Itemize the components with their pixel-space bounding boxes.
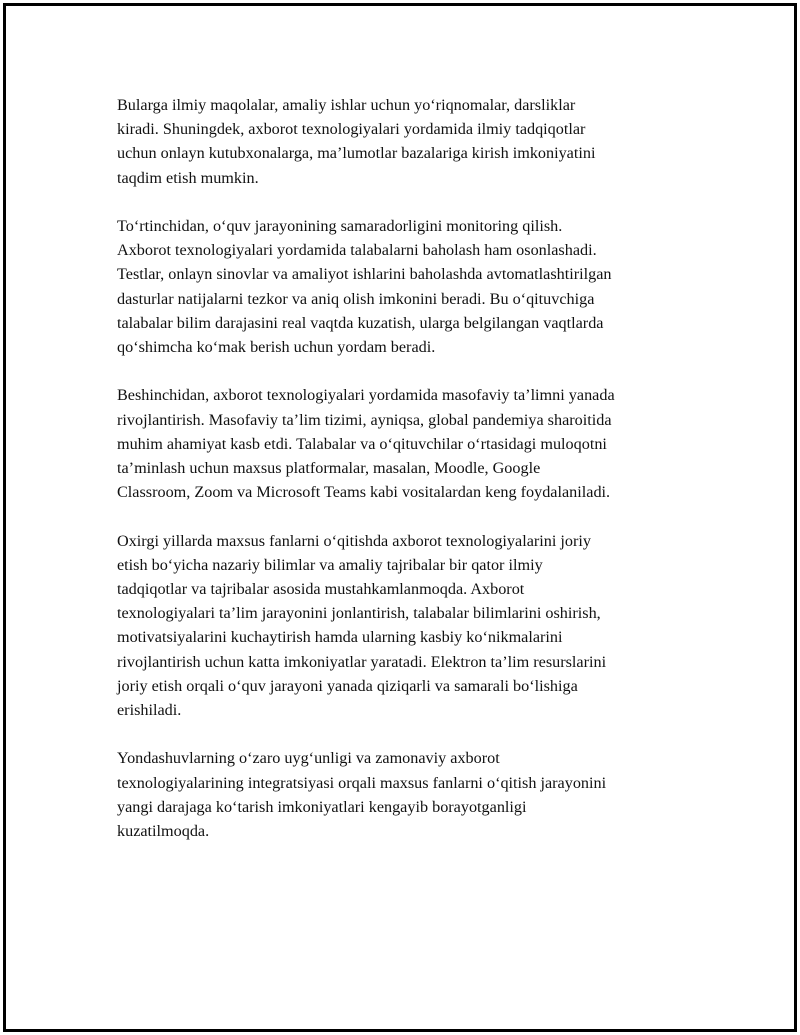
paragraph-5: Yondashuvlarning o‘zaro uyg‘unligi va zamonaviy axborot texnologiyalarining integratsiyasi orqali maxsus fanlarni o‘qitish jarayonini yangi darajaga ko‘tarish imkoniyatlari kengayib borayotganligi kuzatilmoqda.	[117, 749, 607, 841]
paragraph-4: Oxirgi yillarda maxsus fanlarni o‘qitishda axborot texnologiyalarini joriy etish bo‘yicha nazariy bilimlar va amaliy tajribalar bir qator ilmiy tadqiqotlar va tajribalar asosida mustahkamlanmoqda. Axborot texnologiyalari ta’lim jarayonini jonlantirish, talabalar bilimlarini oshirish, motivatsiyalarini kuchaytirish hamda ularning kasbiy ko‘nikmalarini rivojlantirish uchun katta imkoniyatlar yaratadi. Elektron ta’lim resurslarini joriy etish orqali o‘quv jarayoni yanada qiziqarli va samarali bo‘lishiga erishiladi.	[117, 531, 607, 720]
paragraph-2: To‘rtinchidan, o‘quv jarayonining samaradorligini monitoring qilish. Axborot texnologiyalari yordamida talabalarni baholash ham osonlashadi. Testlar, onlayn sinovlar va amaliyot ishlarini baholashda avtomatlashtirilgan dasturlar natijalarni tezkor va aniq olish imkonini beradi. Bu o‘qituvchiga talabalar bilim darajasini real vaqtda kuzatish, ularga belgilangan vaqtlarda qo‘shimcha ko‘mak berish uchun yordam beradi.	[117, 217, 612, 357]
document-body	[117, 93, 697, 867]
paragraph-1: Bularga ilmiy maqolalar, amaliy ishlar uchun yo‘riqnomalar, darsliklar kiradi. Shuningdek, axborot texnologiyalari yordamida ilmiy tadqiqotlar uchun onlayn kutubxonalarga, ma’lumotlar bazalariga kirish imkoniyatini taqdim etish mumkin.	[117, 96, 596, 187]
paragraph-3: Beshinchidan, axborot texnologiyalari yordamida masofaviy ta’limni yanada rivojlantirish. Masofaviy ta’lim tizimi, ayniqsa, global pandemiya sharoitida muhim ahamiyat kasb etdi. Talabalar va o‘qituvchilar o‘rtasidagi muloqotni ta’minlash uchun maxsus platformalar, masalan, Moodle, Google Classroom, Zoom va Microsoft Teams kabi vositalardan keng foydalaniladi.	[117, 386, 615, 502]
